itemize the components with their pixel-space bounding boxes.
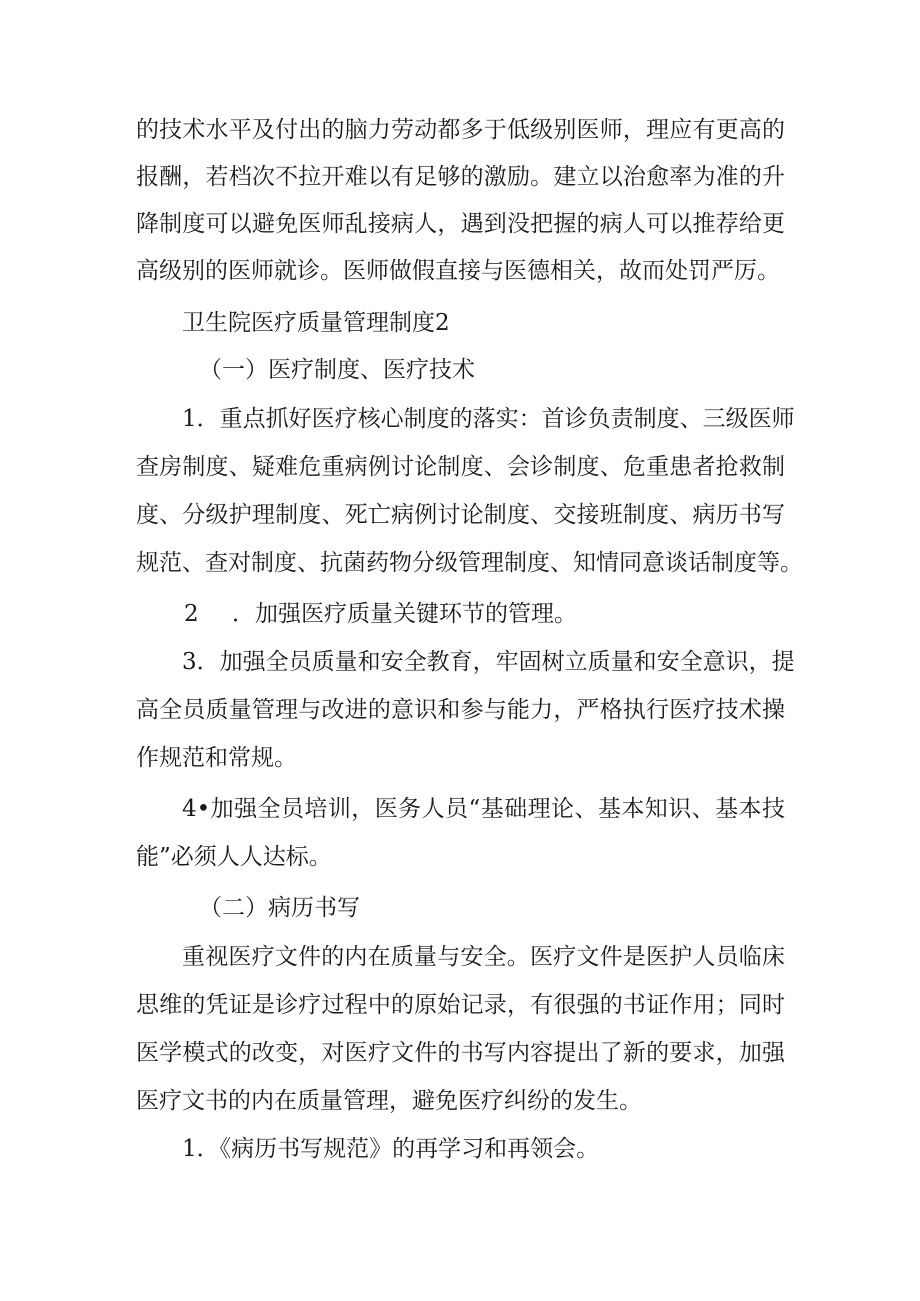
subsection-2-heading: （二）病历书写	[199, 895, 360, 921]
paragraph-1-line-1: 的技术水平及付出的脑力劳动都多于低级别医师，理应有更高的	[136, 117, 785, 143]
item-2-number: 2	[184, 601, 199, 627]
item-4-line-2: 能”必须人人达标。	[136, 844, 332, 870]
paragraph-1-line-2: 报酬，若档次不拉开难以有足够的激励。建立以治愈率为准的升	[136, 164, 785, 190]
item-3-line-2: 高全员质量管理与改进的意识和参与能力，严格执行医疗技术操	[136, 697, 785, 723]
subsection-2-paragraph-line-1: 重视医疗文件的内在质量与安全。医疗文件是医护人员临床	[182, 944, 785, 970]
item-3-line-1: 3．加强全员质量和安全教育，牢固树立质量和安全意识，提	[182, 649, 795, 675]
paragraph-1-line-4: 高级别的医师就诊。医师做假直接与医德相关，故而处罚严厉。	[136, 258, 780, 284]
paragraph-1-line-3: 降制度可以避免医师乱接病人，遇到没把握的病人可以推荐给更	[136, 211, 785, 237]
subsection-1-heading: （一）医疗制度、医疗技术	[199, 357, 475, 383]
item-1-line-3: 度、分级护理制度、死亡病例讨论制度、交接班制度、病历书写	[136, 502, 785, 528]
item-1-line-1: 1．重点抓好医疗核心制度的落实：首诊负责制度、三级医师	[182, 406, 795, 432]
item-3-line-3: 作规范和常规。	[136, 745, 297, 771]
item-2-text: ．加强医疗质量关键环节的管理。	[232, 601, 577, 627]
subsection-2-paragraph-line-4: 医疗文书的内在质量管理，避免医疗纠纷的发生。	[136, 1088, 642, 1114]
subsection-2-paragraph-line-3: 医学模式的改变，对医疗文件的书写内容提出了新的要求，加强	[136, 1040, 785, 1066]
item-4-line-1: 4•加强全员培训，医务人员“基础理论、基本知识、基本技	[182, 796, 785, 822]
item-1-line-4: 规范、查对制度、抗菌药物分级管理制度、知情同意谈话制度等。	[136, 550, 803, 576]
subsection-2-item-1: 1．《病历书写规范》的再学习和再领会。	[182, 1136, 600, 1162]
item-1-line-2: 查房制度、疑难危重病例讨论制度、会诊制度、危重患者抢救制	[136, 454, 785, 480]
subsection-2-paragraph-line-2: 思维的凭证是诊疗过程中的原始记录，有很强的书证作用；同时	[136, 992, 785, 1018]
section-title: 卫生院医疗质量管理制度2	[182, 310, 450, 336]
